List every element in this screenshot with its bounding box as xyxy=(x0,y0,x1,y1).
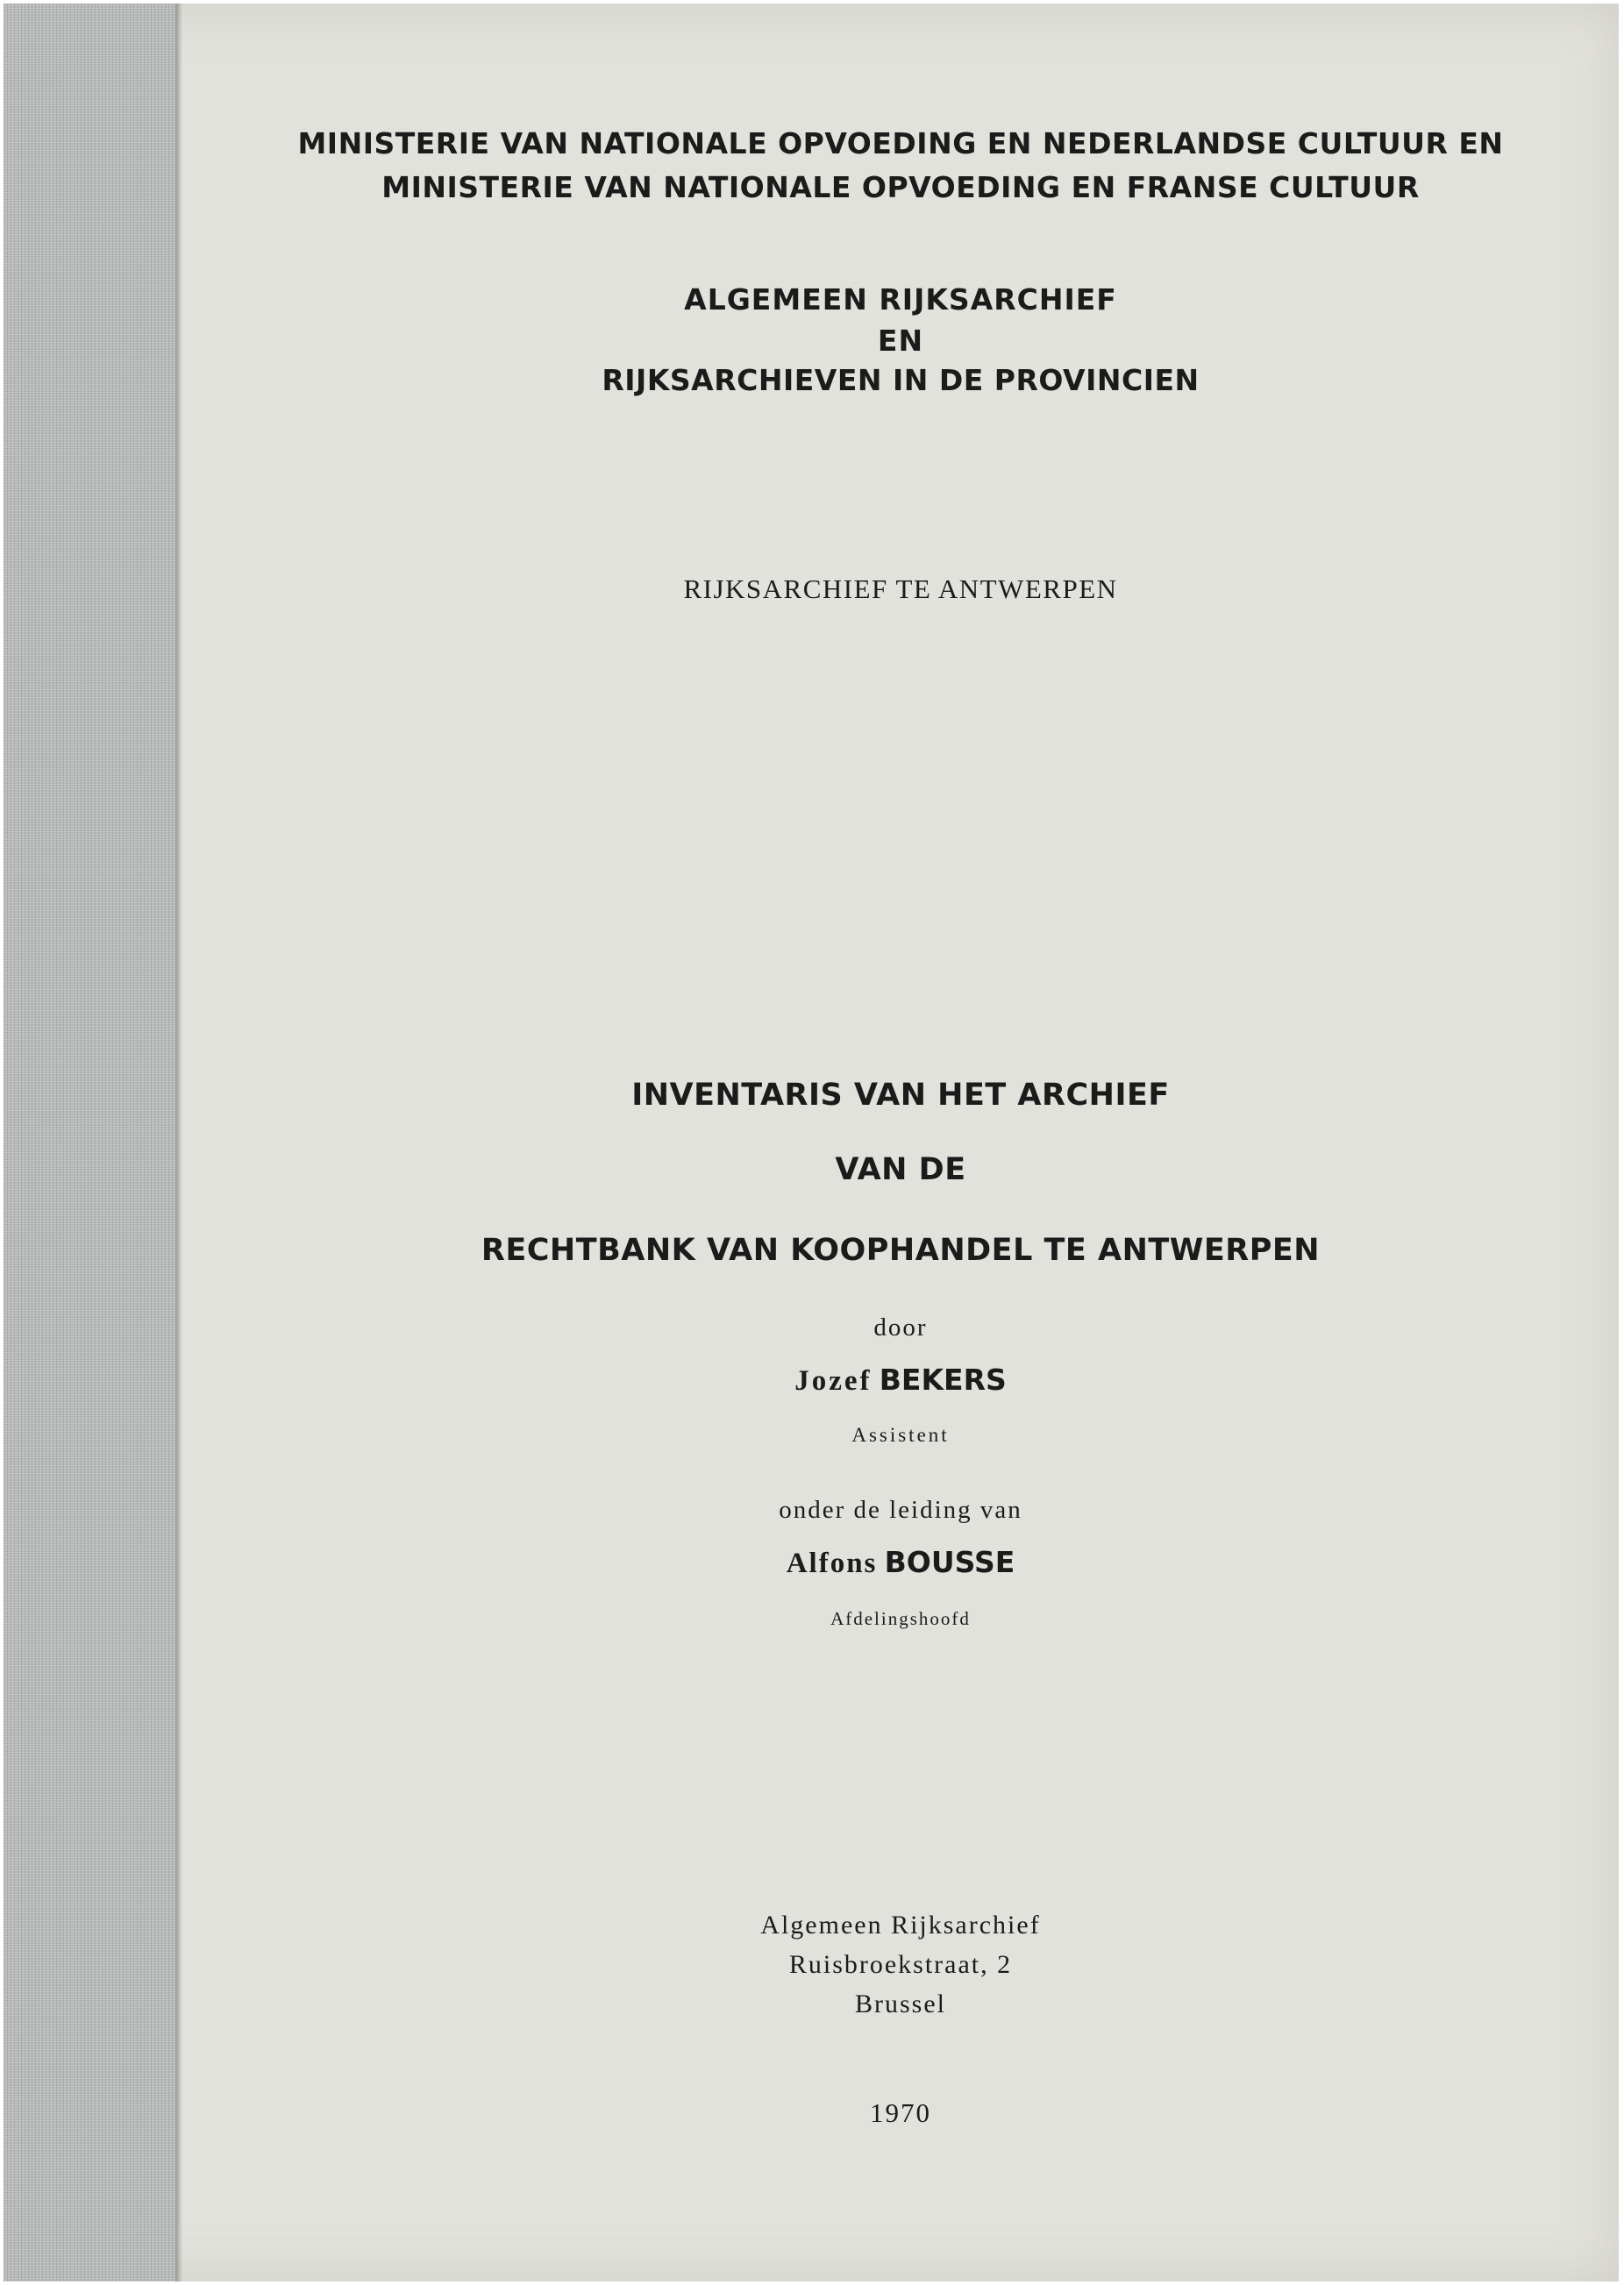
archive-line-3: RIJKSARCHIEVEN IN DE PROVINCIEN xyxy=(602,363,1200,397)
ministry-line-2: MINISTERIE VAN NATIONALE OPVOEDING EN FRANSE CULTUUR xyxy=(381,170,1420,204)
archive-line-1: ALGEMEEN RIJKSARCHIEF xyxy=(684,282,1117,317)
title-line-2: VAN DE xyxy=(835,1152,966,1187)
author-intro: door xyxy=(873,1313,928,1342)
archive-line-2: EN xyxy=(877,324,924,358)
branch-name: RIJKSARCHIEF TE ANTWERPEN xyxy=(683,573,1118,604)
title-line-3: RECHTBANK VAN KOOPHANDEL TE ANTWERPEN xyxy=(481,1233,1321,1268)
cloth-spine xyxy=(4,4,175,2281)
author-last-name: BEKERS xyxy=(879,1363,1007,1397)
supervisor-last-name: BOUSSE xyxy=(884,1545,1015,1579)
ministry-line-1: MINISTERIE VAN NATIONALE OPVOEDING EN NEDERLANDSE CULTUUR EN xyxy=(297,126,1504,160)
publication-year: 1970 xyxy=(870,2097,931,2128)
publisher-street: Ruisbroekstraat, 2 xyxy=(788,1950,1013,1979)
supervisor-first-name: Alfons xyxy=(786,1548,878,1579)
supervisor-role: Afdelingshoofd xyxy=(830,1608,971,1629)
title-line-1: INVENTARIS VAN HET ARCHIEF xyxy=(631,1078,1170,1113)
supervisor-intro: onder de leiding van xyxy=(779,1496,1022,1524)
author-first-name: Jozef xyxy=(794,1365,873,1397)
book-cover xyxy=(4,4,1619,2281)
author-name xyxy=(182,1363,1619,1398)
supervisor-name xyxy=(182,1545,1619,1580)
spine-edge-shadow xyxy=(175,4,182,2281)
author-role: Assistent xyxy=(851,1424,950,1446)
publisher-city: Brussel xyxy=(855,1990,946,2018)
publisher-name: Algemeen Rijksarchief xyxy=(760,1911,1041,1940)
